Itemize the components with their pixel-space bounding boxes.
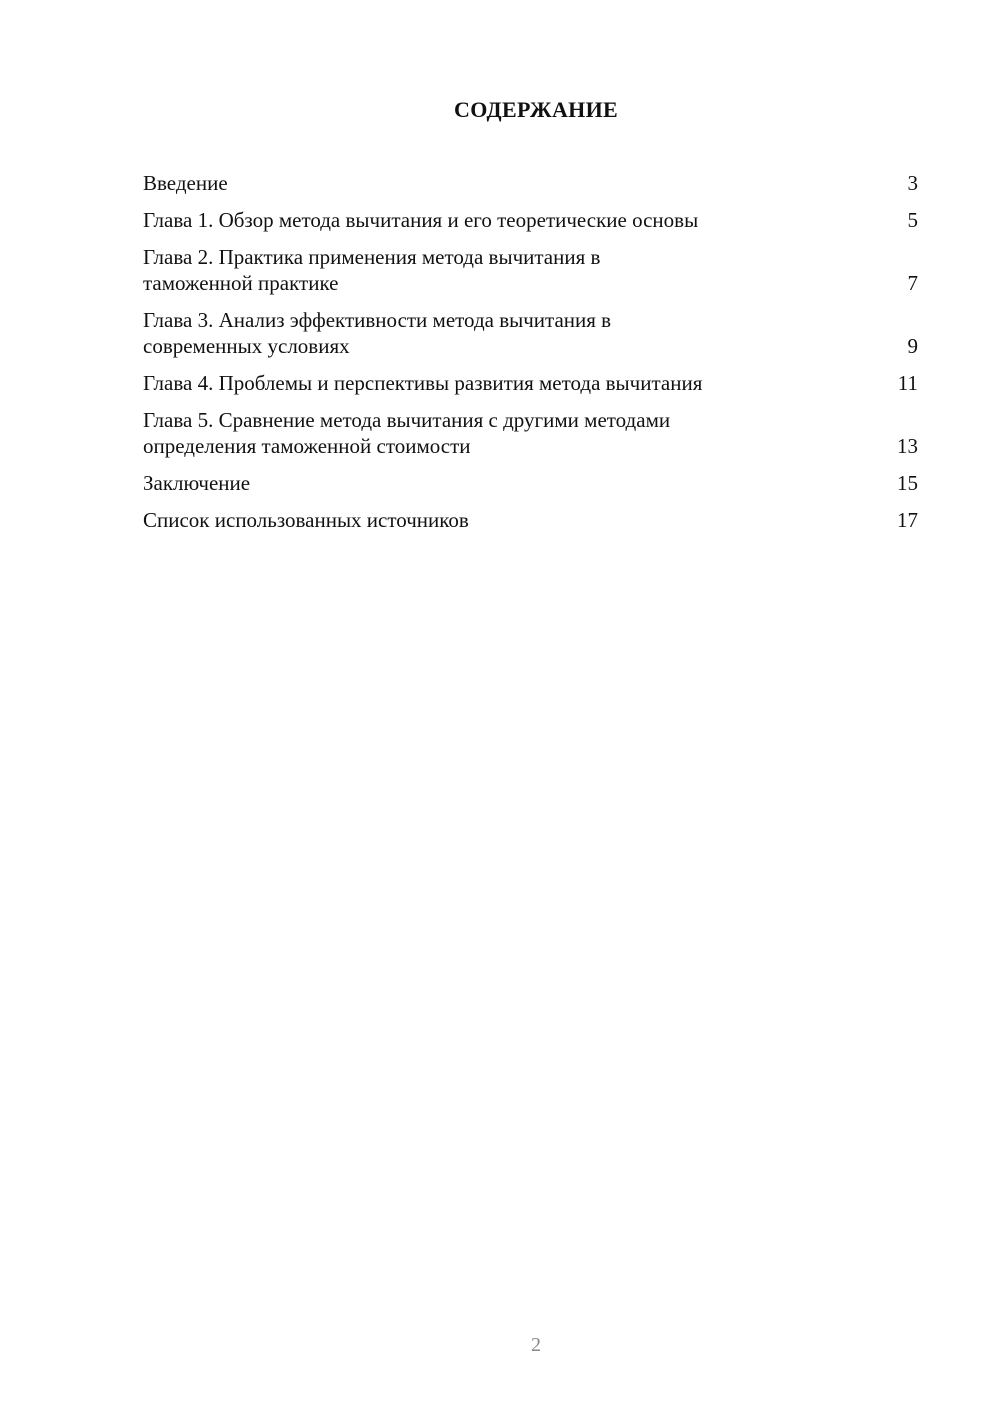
toc-entry-page: 3: [907, 171, 918, 195]
toc-entry-chapter-1: [143, 207, 918, 233]
toc-entry-chapter-5: [143, 407, 918, 459]
toc-entry-line: Глава 3. Анализ эффективности метода вычитания в: [143, 308, 612, 332]
toc-entry-label: [143, 407, 888, 459]
toc-entry-line: Заключение: [143, 471, 251, 495]
toc-entry-line: Глава 4. Проблемы и перспективы развития метода вычитания: [143, 371, 703, 395]
toc-entry-page: 9: [907, 334, 918, 358]
toc-entry-page: 15: [897, 471, 918, 495]
toc-entry-label: [143, 307, 888, 359]
toc-entry-label: [143, 507, 888, 533]
toc-entry-label: [143, 470, 888, 496]
toc-entry-label: [143, 370, 888, 396]
toc-entry-conclusion: [143, 470, 918, 496]
toc-entry-chapter-4: [143, 370, 918, 396]
toc-entry-line: Глава 5. Сравнение метода вычитания с другими методами: [143, 408, 671, 432]
toc-entry-label: [143, 170, 888, 196]
toc-entry-line: определения таможенной стоимости: [143, 434, 471, 458]
toc-entry-page: 7: [907, 271, 918, 295]
toc-entry-line: Введение: [143, 171, 228, 195]
toc-entry-line: Глава 1. Обзор метода вычитания и его теоретические основы: [143, 208, 699, 232]
toc-entry-introduction: [143, 170, 918, 196]
toc-entry-line: современных условиях: [143, 334, 350, 358]
toc-entry-page: 5: [907, 208, 918, 232]
page-number: 2: [531, 1334, 541, 1356]
toc-entry-line: таможенной практике: [143, 271, 339, 295]
toc-entry-label: [143, 207, 888, 233]
toc-entry-label: [143, 244, 888, 296]
toc-entry-chapter-2: [143, 244, 918, 296]
toc-entry-chapter-3: [143, 307, 918, 359]
toc-entry-page: 11: [897, 371, 918, 395]
toc-entry-line: Список использованных источников: [143, 508, 469, 532]
toc-entry-page: 17: [897, 508, 918, 532]
toc-entry-references: [143, 507, 918, 533]
table-of-contents: [143, 170, 918, 544]
toc-entry-page: 13: [897, 434, 918, 458]
toc-title: СОДЕРЖАНИЕ: [454, 97, 618, 122]
toc-entry-line: Глава 2. Практика применения метода вычитания в: [143, 245, 601, 269]
